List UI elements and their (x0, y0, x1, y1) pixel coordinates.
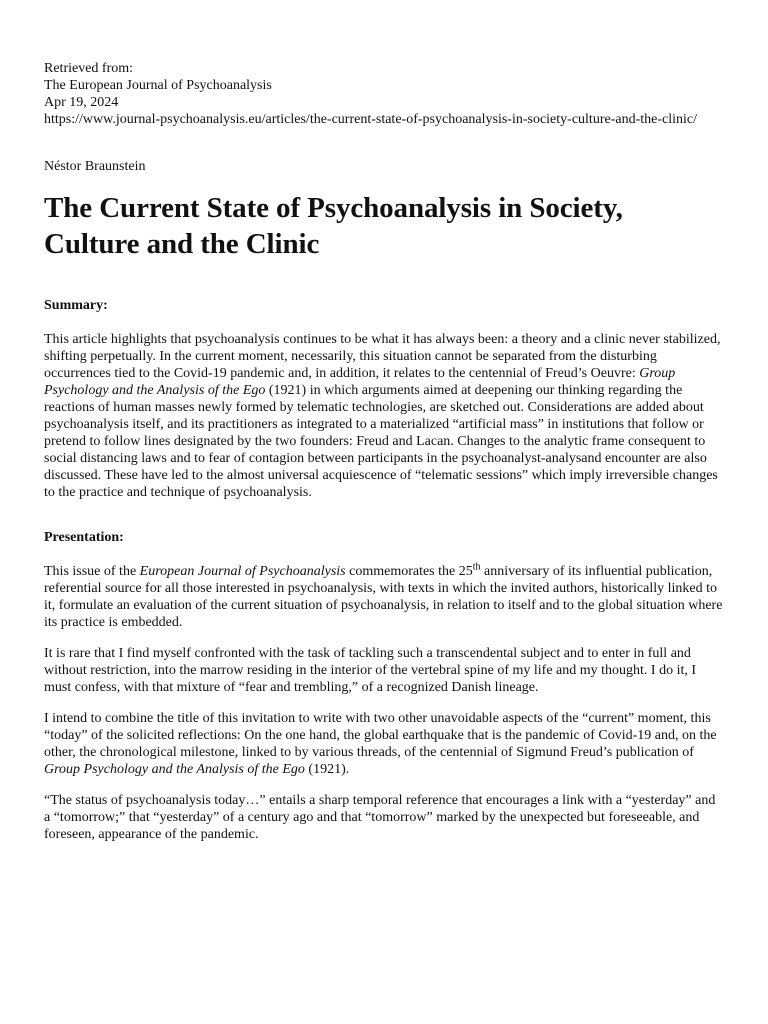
retrieval-date: Apr 19, 2024 (44, 95, 119, 110)
p3-text-part-1: I intend to combine the title of this invitation to write with two other unavoidable aspects of the “current” moment, this “today” of the solicited reflections: On the one hand, the global earthquake that is the pandemic of Covid-19 and, on the other, the chronological milestone, linked to by various threads, of the centennial of Sigmund Freud’s publication of (44, 711, 717, 760)
p1-ordinal-suffix: th (472, 561, 481, 573)
summary-heading: Summary: (44, 298, 108, 313)
p1-text-part-2: commemorates the 25 (345, 564, 473, 579)
article-title: The Current State of Psychoanalysis in Society, Culture and the Clinic (44, 192, 623, 260)
p1-journal-title: European Journal of Psychoanalysis (139, 564, 346, 579)
source-url: https://www.journal-psychoanalysis.eu/articles/the-current-state-of-psychoanalysis-in-society-culture-and-the-clinic/ (44, 112, 697, 127)
presentation-paragraph-1 (44, 563, 724, 631)
presentation-heading: Presentation: (44, 530, 124, 545)
summary-text-part-2: (1921) in which arguments aimed at deepening our thinking regarding the reactions of human masses newly formed by telematic technologies, are sketched out. Considerations are added about psychoanalysis itself, and its practitioners as integrated to a materialized “artificial mass” in institutions that follow or pretend to follow lines designated by the two founders: Freud and Lacan. Changes to the analytic frame consequent to social distancing laws and to fear of contagion between participants in the psychoanalyst-analysand encounter are also discussed. These have led to the almost universal acquiescence of “telematic sessions” which imply irreversible changes to the practice and technique of psychoanalysis. (44, 383, 718, 500)
p3-text-part-2: (1921). (304, 762, 350, 777)
journal-name: The European Journal of Psychoanalysis (44, 78, 272, 93)
presentation-paragraph-2: It is rare that I find myself confronted with the task of tackling such a transcendental subject and to enter in full and without restriction, into the marrow residing in the interior of the vertebral spine of my life and my thought. I do it, I must confess, with that mixture of “fear and trembling,” of a recognized Danish lineage. (44, 646, 697, 695)
author-name: Néstor Braunstein (44, 159, 146, 174)
retrieval-info (44, 60, 724, 128)
retrieved-label: Retrieved from: (44, 61, 134, 76)
p1-text-part-1: This issue of the (44, 564, 140, 579)
presentation-paragraph-4: “The status of psychoanalysis today…” entails a sharp temporal reference that encourages a link with a “yesterday” and a “tomorrow;” that “yesterday” of a century ago and that “tomorrow” marked by the unexpected but foreseeable, and foreseen, appearance of the pandemic. (44, 793, 716, 842)
summary-text-part-1: This article highlights that psychoanalysis continues to be what it has always been: a theory and a clinic never stabilized, shifting perpetually. In the current moment, necessarily, this situation cannot be separated from the disturbing occurrences tied to the Covid-19 pandemic and, in addition, it relates to the centennial of Freud’s Oeuvre: (44, 332, 721, 381)
summary-work-title: Group Psychology and the Analysis of the Ego (44, 366, 676, 398)
p1-text-part-3: anniversary of its influential publication, referential source for all those interested in psychoanalysis, with texts in which the invited authors, historically linked to it, formulate an evaluation of the current situation of psychoanalysis, in relation to itself and to the global situation where its practice is embedded. (44, 564, 723, 630)
p3-work-title: Group Psychology and the Analysis of the Ego (44, 762, 305, 777)
summary-paragraph (44, 331, 724, 501)
presentation-paragraph-3 (44, 710, 724, 778)
